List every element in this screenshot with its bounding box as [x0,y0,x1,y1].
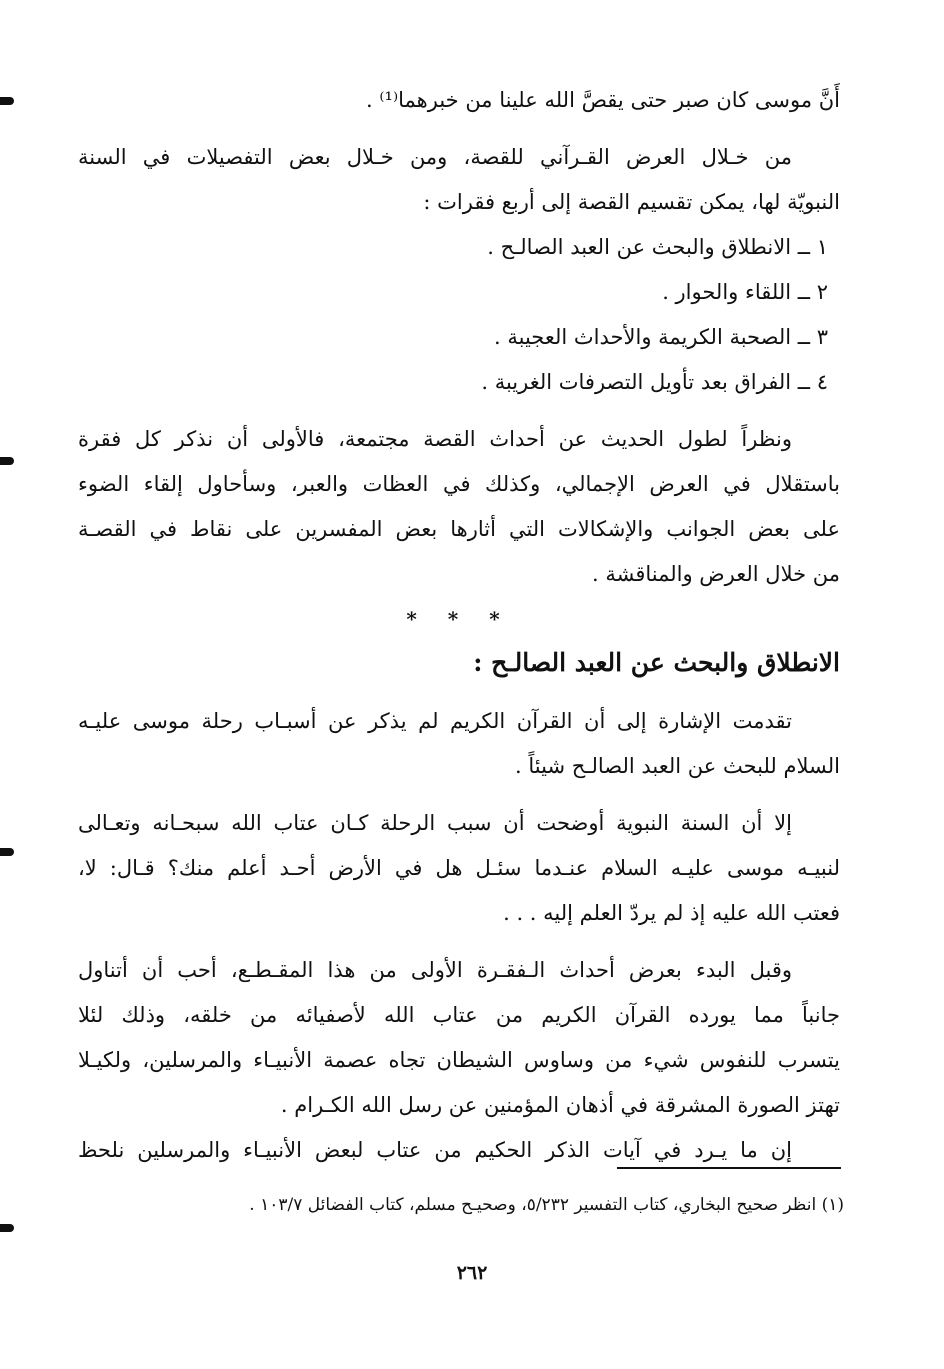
page-body [78,78,840,1173]
text-line: جانباً مما يورده القرآن الكريم من عتاب الله لأصفيائه من خلقه، وذلك لئلا [78,1003,840,1027]
page-number: ٢٦٢ [456,1262,488,1284]
text-line: من خـلال العرض القـرآني للقصة، ومن خـلال بعض التفصيلات في السنة [78,145,792,169]
text-line: تهتز الصورة المشرقة في أذهان المؤمنين عن رسل الله الكـرام . [280,1093,840,1117]
text-line: من خلال العرض والمناقشة . [591,562,840,586]
text-line: إن ما يـرد في آيات الذكر الحكيم من عتاب لبعض الأنبيـاء والمرسلين نلحظ [78,1138,792,1162]
text-line: السلام للبحث عن العبد الصالـح شيئاً . [515,754,840,778]
section-heading: الانطلاق والبحث عن العبد الصالـح : [473,648,840,677]
text-line: إلا أن السنة النبوية أوضحت أن سبب الرحلة كـان عتاب الله سبحـانه وتعـالى [78,811,792,835]
text-line: باستقلال في العرض الإجمالي، وكذلك في العظات والعبر، وسأحاول إلقاء الضوء [78,472,840,496]
text-line: وقبل البدء بعرض أحداث الـفقـرة الأولى من هذا المقـطـع، أحب أن أتناول [78,958,792,982]
text-line: النبويّة لها، يمكن تقسيم القصة إلى أربع فقرات : [423,190,840,214]
text-line: فعتب الله عليه إذ لم يردّ العلم إليه . . . [503,901,840,925]
footnote-divider [617,1167,841,1169]
edge-mark [0,97,14,105]
edge-mark [0,1224,14,1232]
text-line: ونظراً لطول الحديث عن أحداث القصة مجتمعة، فالأولى أن نذكر كل فقرة [78,427,792,451]
list-item: ٣ ــ الصحبة الكريمة والأحداث العجيبة . [494,325,828,349]
text-line: لنبيـه موسى عليـه السلام عنـدما سئـل هل في الأرض أحـد أعلم منك؟ قـال: لا، [78,856,840,880]
list-item: ٤ ــ الفراق بعد تأويل التصرفات الغريبة . [481,370,828,394]
footnote: (١) انظر صحيح البخاري، كتاب التفسير ٥/٢٣٢، وصحيـح مسلم، كتاب الفضائل ١٠٣/٧ . [249,1195,844,1215]
section-separator: * * * [406,607,512,631]
text-line: يتسرب للنفوس شيء من وساوس الشيطان تجاه عصمة الأنبيـاء والمرسلين، ولكيـلا [78,1048,840,1072]
text-line: على بعض الجوانب والإشكالات التي أثارها بعض المفسرين على نقاط في القصـة [78,517,840,541]
text-line: أَنَّ موسى كان صبر حتى يقصَّ الله علينا من خبرهما⁽¹⁾ . [366,88,840,112]
edge-mark [0,457,14,465]
list-item: ١ ــ الانطلاق والبحث عن العبد الصالـح . [487,235,828,259]
text-line: تقدمت الإشارة إلى أن القرآن الكريم لم يذكر عن أسبـاب رحلة موسى عليـه [78,709,792,733]
list-item: ٢ ــ اللقاء والحوار . [662,280,828,304]
edge-mark [0,848,14,856]
